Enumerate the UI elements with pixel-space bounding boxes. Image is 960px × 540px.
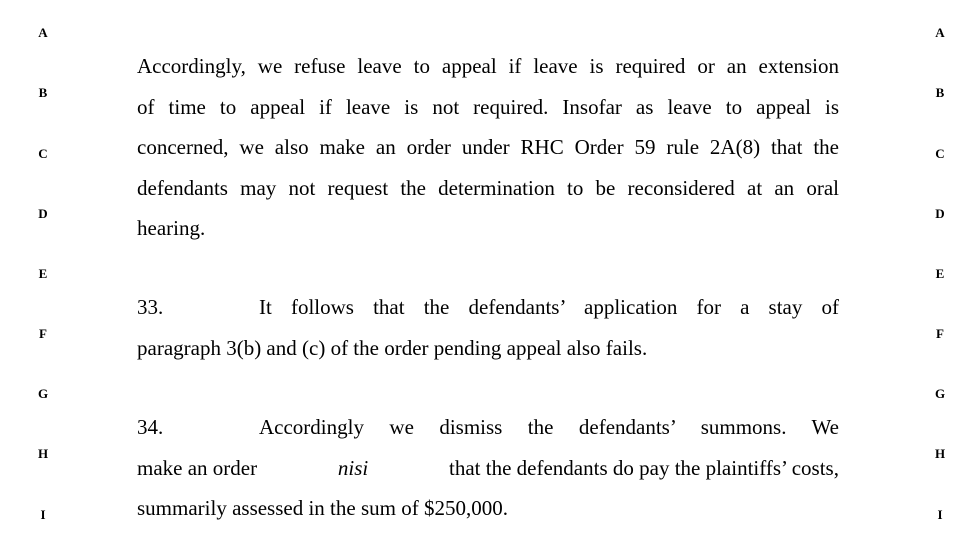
paragraph-line-with-italic [137, 448, 839, 489]
paragraph-line: It follows that the defendants’ application for a stay of [259, 295, 839, 319]
margin-letter-left-e: E [38, 266, 48, 281]
paragraph-34 [137, 407, 839, 529]
margin-letter-right-g: G [934, 386, 946, 401]
margin-letter-right-a: A [935, 25, 945, 40]
margin-letter-right-i: I [937, 507, 943, 522]
margin-letter-left-a: A [38, 25, 48, 40]
margin-letter-left-d: D [38, 206, 48, 221]
paragraph-line: paragraph 3(b) and (c) of the order pending appeal also fails. [137, 335, 648, 360]
margin-letter-right-b: B [935, 85, 945, 100]
margin-letter-left-i: I [40, 507, 46, 522]
paragraph-first-line [137, 407, 839, 448]
margin-letter-right-e: E [935, 266, 945, 281]
paragraph-33 [137, 287, 839, 368]
paragraph-line: hearing. [137, 216, 206, 240]
paragraph-number: 33. [137, 295, 164, 319]
paragraph-line: of time to appeal if leave is not required. Insofar as leave to appeal is [137, 94, 839, 119]
margin-letter-right-f: F [936, 326, 944, 341]
margin-letter-left-h: H [37, 446, 49, 461]
text-segment: that the defendants do pay the plaintiffs’ costs, [449, 455, 839, 480]
paragraph-line: Accordingly, we refuse leave to appeal if leave is required or an extension [137, 54, 839, 78]
paragraph-line: summarily assessed in the sum of $250,000. [137, 496, 508, 520]
paragraph-first-line [137, 287, 839, 328]
paragraph-32-continuation [137, 46, 839, 249]
margin-letter-right-h: H [934, 446, 946, 461]
paragraph-number: 34. [137, 415, 164, 439]
margin-letter-left-g: G [37, 386, 49, 401]
paragraph-line: defendants may not request the determination to be reconsidered at an oral [137, 175, 839, 200]
paragraph-line: concerned, we also make an order under RHC Order 59 rule 2A(8) that the [137, 135, 839, 159]
paragraph-line: Accordingly we dismiss the defendants’ summons. We [259, 415, 839, 439]
margin-letter-left-f: F [39, 326, 47, 341]
margin-letter-left-c: C [38, 146, 48, 161]
margin-letter-left-b: B [38, 85, 48, 100]
text-segment: make an order [137, 455, 258, 480]
italic-term-nisi: nisi [337, 455, 369, 480]
margin-letter-right-d: D [935, 206, 945, 221]
margin-letter-right-c: C [935, 146, 945, 161]
